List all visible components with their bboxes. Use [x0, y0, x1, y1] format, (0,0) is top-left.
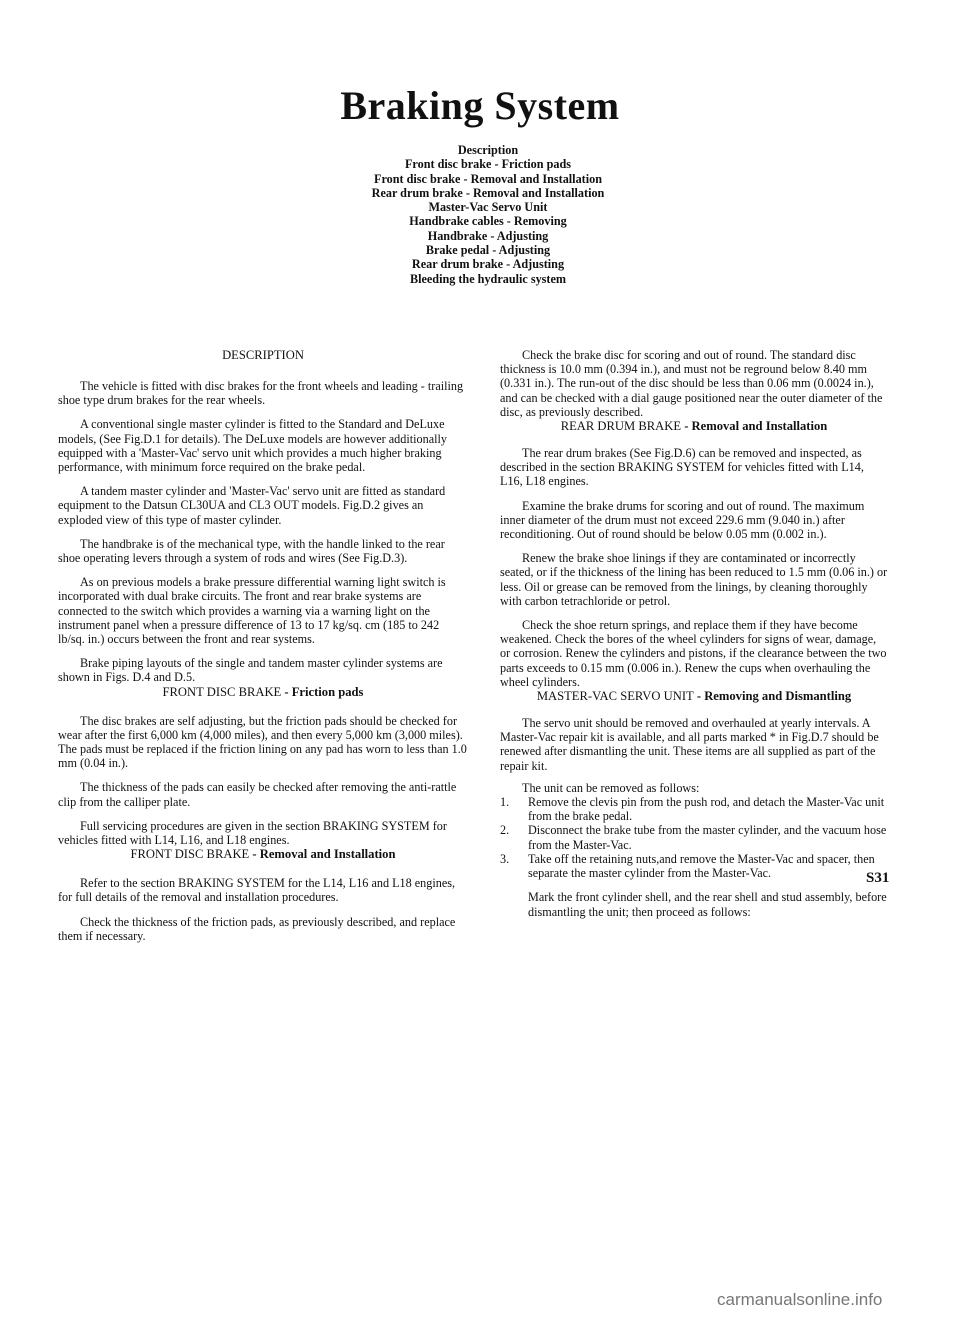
friction-pads-heading [58, 685, 468, 700]
step-number: 2. [500, 823, 510, 838]
right-column [500, 348, 888, 919]
heading-sub: - Friction pads [281, 684, 364, 699]
paragraph: The thickness of the pads can easily be checked after removing the anti-rattle clip from the calliper plate. [58, 780, 457, 809]
heading-sub: - Removal and Installation [681, 419, 828, 434]
front-disc-removal-heading [58, 847, 468, 862]
contents-item: Handbrake cables - Removing [409, 214, 567, 229]
paragraph: A tandem master cylinder and 'Master-Vac' servo unit are fitted as standard equipment to the Datsun CL30UA and CL3 OUT models. Fig.D.2 gives an exploded view of this type of master cylinder. [58, 484, 446, 527]
paragraph: The unit can be removed as follows: [522, 780, 700, 795]
watermark: carmanualsonline.info [717, 1290, 883, 1309]
contents-item: Handbrake - Adjusting [427, 228, 549, 243]
paragraph: Refer to the section BRAKING SYSTEM for the L14, L16 and L18 engines, for full details of the removal and installation procedures. [58, 876, 456, 905]
paragraph: Full servicing procedures are given in the section BRAKING SYSTEM for vehicles fitted with L14, L16, and L18 engines. [58, 818, 447, 848]
contents-item: Front disc brake - Friction pads [404, 157, 571, 172]
contents-list [250, 143, 726, 286]
heading-sub: - Removing and Dismantling [693, 689, 852, 704]
step-item [500, 852, 888, 880]
paragraph: As on previous models a brake pressure differential warning light switch is incorporated with dual brake circuits. The front and rear brake systems are connected to the switch which provides a warning via a warning light on the instrument panel when a pressure difference of 13 to 17 kg/sq. cm (185 to 242 lb/sq. in.) occurs between the front and rear systems. [58, 575, 446, 647]
contents-item: Master-Vac Servo Unit [428, 200, 548, 215]
heading-main: FRONT DISC BRAKE [162, 684, 282, 699]
paragraph: Check the thickness of the friction pads, as previously described, and replace them if necessary. [58, 914, 456, 943]
paragraph: The disc brakes are self adjusting, but the friction pads should be checked for wear after the first 6,000 km (4,000 miles), and then every 5,000 km (3,000 miles). The pads must be replaced if the friction lining on any pad has worn to less than 1.0 mm (0.04 in.). [58, 713, 467, 771]
paragraph: The servo unit should be removed and overhauled at yearly intervals. A Master-Vac repair kit is available, and all parts marked * in Fig.D.7 should be renewed after dismantling the unit. These items are all supplied as part of the repair kit. [500, 716, 879, 773]
step-text: Take off the retaining nuts,and remove the Master-Vac and spacer, then separate the master cylinder from the Master-Vac. [528, 851, 875, 881]
step-number: 3. [500, 851, 510, 866]
paragraph: The handbrake is of the mechanical type, with the handle linked to the rear shoe operating levers through a system of rods and wires (See Fig.D.3). [58, 536, 445, 566]
contents-item: Front disc brake - Removal and Installation [374, 171, 602, 186]
contents-item: Rear drum brake - Adjusting [411, 257, 565, 272]
contents-item: Rear drum brake - Removal and Installation [371, 185, 605, 200]
paragraph: Examine the brake drums for scoring and out of round. The maximum inner diameter of the drum must not exceed 229.6 mm (9.040 in.) after reconditioning. Out of round should be below 0.05 mm (0.002 in.). [500, 498, 865, 542]
step-text: Disconnect the brake tube from the master cylinder, and the vacuum hose from the Master-Vac. [528, 823, 887, 852]
rear-drum-heading [500, 419, 888, 434]
contents-item: Brake pedal - Adjusting [425, 243, 551, 258]
description-heading: DESCRIPTION [222, 348, 304, 362]
paragraph: Check the brake disc for scoring and out of round. The standard disc thickness is 10.0 mm (0.394 in.), and must not be reground below 8.40 mm (0.331 in.). The run-out of the disc should be less than 0.06 mm (0.0024 in.), and can be checked with a dial gauge positioned near the outer diameter of the disc, as previously described. [500, 348, 883, 419]
page-title: Braking System [340, 83, 620, 128]
master-vac-heading [500, 689, 888, 704]
heading-main: MASTER-VAC SERVO UNIT [536, 689, 694, 704]
step-number: 1. [500, 795, 510, 810]
contents-item: Description [457, 143, 519, 157]
left-column [58, 348, 468, 943]
paragraph: The rear drum brakes (See Fig.D.6) can be removed and inspected, as described in the section BRAKING SYSTEM for vehicles fitted with L14, L16, L18 engines. [500, 446, 864, 489]
paragraph: Mark the front cylinder shell, and the rear shell and stud assembly, before dismantling the unit; then proceed as follows: [528, 890, 887, 919]
paragraph: Brake piping layouts of the single and tandem master cylinder systems are shown in Figs. D.4 and D.5. [58, 656, 443, 685]
paragraph: A conventional single master cylinder is fitted to the Standard and DeLuxe models, (See Fig.D.1 for details). The DeLuxe models are however additionally equipped with a 'Master-Vac' servo unit which provides a much higher braking performance, with minimum force required on the brake pedal. [58, 417, 447, 475]
paragraph: Renew the brake shoe linings if they are contaminated or incorrectly seated, or if the thickness of the lining has been reduced to 1.5 mm (0.06 in.) or less. Oil or grease can be removed from the linings, by cleaning thoroughly with carbon tetrachloride or petrol. [500, 551, 888, 608]
heading-main: FRONT DISC BRAKE [130, 847, 250, 862]
heading-main: REAR DRUM BRAKE [560, 419, 682, 434]
contents-item: Bleeding the hydraulic system [409, 271, 567, 286]
step-text: Remove the clevis pin from the push rod, and detach the Master-Vac unit from the brake pedal. [528, 795, 885, 824]
step-item [500, 795, 888, 823]
paragraph: The vehicle is fitted with disc brakes for the front wheels and leading - trailing shoe type drum brakes for the rear wheels. [58, 379, 464, 408]
step-item [500, 823, 888, 851]
heading-sub: - Removal and Installation [249, 847, 396, 862]
page-number: S31 [866, 870, 890, 886]
paragraph: Check the shoe return springs, and replace them if they have become weakened. Check the bores of the wheel cylinders for signs of wear, damage, or corrosion. Renew the cylinders and pistons, if the clearance between the two parts exceeds to 0.15 mm (0.006 in.). Renew the cups when overhauling the wheel cylinders. [500, 618, 887, 689]
